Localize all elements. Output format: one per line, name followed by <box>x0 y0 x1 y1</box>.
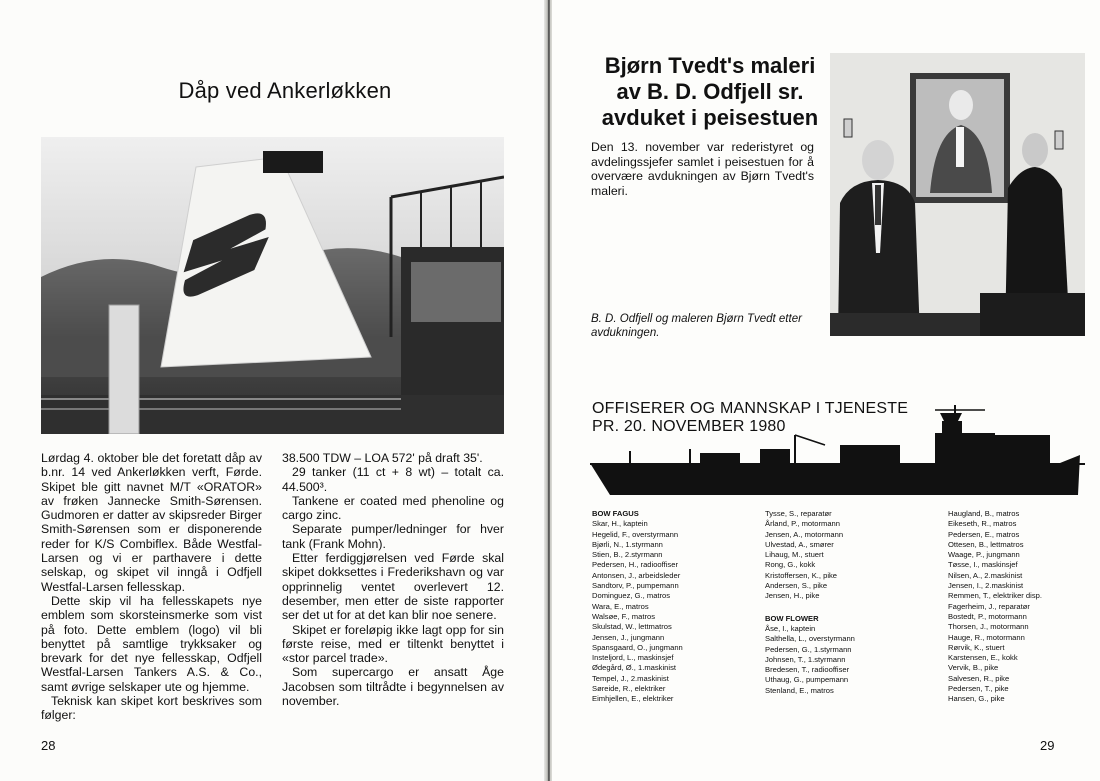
crew-member: Søreide, R., elektriker <box>592 684 666 694</box>
paragraph: 38.500 TDW – LOA 572' på draft 35'. <box>282 451 483 465</box>
crew-member: Bjørli, N., 1.styrmann <box>592 539 663 549</box>
crew-member: Vervik, B., pike <box>948 663 999 673</box>
crew-member: Antonsen, J., arbeidsleder <box>592 570 681 580</box>
crew-member: Andersen, S., pike <box>765 581 828 591</box>
crew-member: Jensen, J., jungmann <box>592 632 665 642</box>
crew-member: Sandtorv, P., pumpemann <box>592 581 679 591</box>
crew-column-1 <box>592 509 742 705</box>
crew-member: Wara, E., matros <box>592 601 649 611</box>
photo-caption: B. D. Odfjell og maleren Bjørn Tvedt etter avdukningen. <box>591 313 802 339</box>
portrait-unveiling-illustration <box>830 53 1085 336</box>
crew-member: Insteljord, L., maskinsjef <box>592 653 674 663</box>
crew-member: Remmen, T., elektriker disp. <box>948 591 1042 601</box>
crew-member: Tysse, S., reparatør <box>765 509 832 518</box>
crew-member: Ottesen, B., lettmatros <box>948 539 1024 549</box>
crew-member: Skar, H., kaptein <box>592 519 648 529</box>
crew-member: Pedersen, T., pike <box>948 684 1009 694</box>
crew-member: Salvesen, R., pike <box>948 673 1010 683</box>
crew-member: Rørvik, K., stuert <box>948 642 1005 652</box>
crew-member: Uthaug, G., pumpemann <box>765 675 849 685</box>
paragraph: Teknisk kan skipet kort beskrives som følger: <box>41 694 262 723</box>
crew-member: Lihaug, M., stuert <box>765 550 824 560</box>
ship-name-heading: BOW FAGUS <box>592 509 639 518</box>
paragraph: Etter ferdiggjørelsen ved Førde skal skipet dokksettes i Frederikshavn og var opprinnelig ventet overlevert 12. desember, men etter de siste rapporter ser det ut for at det kan blir noe senere. <box>282 551 504 623</box>
crew-member: Årland, P., motormann <box>765 519 840 529</box>
paragraph: Lørdag 4. oktober ble det foretatt dåp av b.nr. 14 ved Ankerløkken verft, Førde. Skipet ble gitt navnet M/T «ORATOR» av frøken Jannecke Smith-Sørensen. Gudmoren er datter av skipsreder Birger Smith-Sørensen som er disponerende reder for K/S Combiflex. Både Westfal-Larsen og vi er parthavere i dette selskap, og skipet vil inngå i Odfjell Westfal-Larsen fellesskap. <box>41 451 262 594</box>
crew-member: Stien, B., 2.styrmann <box>592 550 663 560</box>
crew-member: Walsøe, F., matros <box>592 611 656 621</box>
ship-name-heading: BOW FLOWER <box>765 613 819 623</box>
crew-member: Jensen, I., 2.maskinist <box>948 581 1024 591</box>
crew-member: Spansgaard, O., jungmann <box>592 642 683 652</box>
crew-member: Fagerheim, J., reparatør <box>948 601 1030 611</box>
crew-member: Waage, P., jungmann <box>948 550 1020 560</box>
crew-column-2 <box>765 509 915 696</box>
crew-heading-line-1: OFFISERER OG MANNSKAP I TJENESTE <box>592 400 909 417</box>
crew-list-spacer <box>765 602 915 608</box>
crew-member: Jensen, A., motormann <box>765 529 844 539</box>
left-page-column-2 <box>282 451 504 708</box>
crew-member: Hansen, G., pike <box>948 694 1005 704</box>
right-page-intro: Den 13. november var rederistyret og avdelingssjefer samlet i peisestuen for å overvære avdukningen av Bjørn Tvedt's maleri. <box>591 140 814 198</box>
crew-member: Pedersen, G., 1.styrmann <box>765 644 852 654</box>
right-page-number: 29 <box>1040 738 1055 753</box>
crew-member: Kristoffersen, K., pike <box>765 570 838 580</box>
right-page-title: Bjørn Tvedt's maleri av B. D. Odfjell sr. avduket i peisestuen <box>601 53 819 130</box>
crew-member: Karstensen, E., kokk <box>948 653 1018 663</box>
portrait-unveiling-photo <box>830 53 1085 336</box>
crew-member: Hegelid, F., overstyrmann <box>592 529 679 539</box>
crew-member: Rong, G., kokk <box>765 560 816 570</box>
paragraph: Dette skip vil ha fellesskapets nye emblem som skorsteinsmerke som vist på foto. Dette emblem (logo) vil bli benyttet på samtlige trykksaker og brevark for det nye fellesskap, Odfjell Westfal-Larsen Tankers A.S. & Co., samt øvrige selskaper ute og hjemme. <box>41 593 262 694</box>
paragraph: Som supercargo er ansatt Åge Jacobsen som tiltrådte i begynnelsen av november. <box>282 665 504 709</box>
crew-member: Ulvestad, A., smører <box>765 539 834 549</box>
crew-member: Eikeseth, R., matros <box>948 519 1017 529</box>
paragraph: Separate pumper/ledninger for hver tank (Frank Mohn). <box>282 522 504 551</box>
crew-member: Pedersen, E., matros <box>948 529 1020 539</box>
crew-member: Pedersen, H., radiooffiser <box>592 560 678 570</box>
crew-heading-line-2: PR. 20. NOVEMBER 1980 <box>592 418 786 435</box>
crew-member: Bostedt, P., motormann <box>948 611 1027 621</box>
crew-member: Nilsen, A., 2.maskinist <box>948 570 1023 580</box>
crew-member: Jensen, H., pike <box>765 591 820 601</box>
tanker-silhouette-icon <box>590 405 1085 500</box>
crew-member: Stenland, E., matros <box>765 685 834 695</box>
crew-member: Tempel, J., 2.maskinist <box>592 673 669 683</box>
paragraph: Tankene er coated med phenoline og cargo zinc. <box>282 493 504 523</box>
left-page-column-1 <box>41 451 262 723</box>
crew-member: Salthella, L., overstyrmann <box>765 634 855 644</box>
crew-member: Ødegård, Ø., 1.maskinist <box>592 663 676 673</box>
crew-column-3 <box>948 509 1098 705</box>
left-page-title: Dåp ved Ankerløkken <box>178 78 392 103</box>
ship-funnel-photo <box>41 137 504 434</box>
crew-member: Thorsen, J., motormann <box>948 622 1029 632</box>
crew-member: Tøsse, I., maskinsjef <box>948 560 1018 570</box>
crew-member: Skulstad, W., lettmatros <box>592 622 672 632</box>
paragraph: Skipet er foreløpig ikke lagt opp for sin første reise, med er tiltenkt benyttet i «stor parcel trade». <box>282 622 504 666</box>
crew-member: Eimhjellen, E., elektriker <box>592 694 674 704</box>
crew-member: Dominguez, G., matros <box>592 591 671 601</box>
crew-member: Bredesen, T., radiooffiser <box>765 665 850 675</box>
crew-member: Haugland, B., matros <box>948 509 1020 518</box>
crew-member: Johnsen, T., 1.styrmann <box>765 654 846 664</box>
ship-funnel-illustration <box>41 137 504 434</box>
left-page-number: 28 <box>41 738 56 753</box>
crew-member: Hauge, R., motormann <box>948 632 1025 642</box>
paragraph: 29 tanker (11 ct + 8 wt) – totalt ca. 44.500³. <box>282 465 504 494</box>
crew-member: Åse, I., kaptein <box>765 623 816 633</box>
